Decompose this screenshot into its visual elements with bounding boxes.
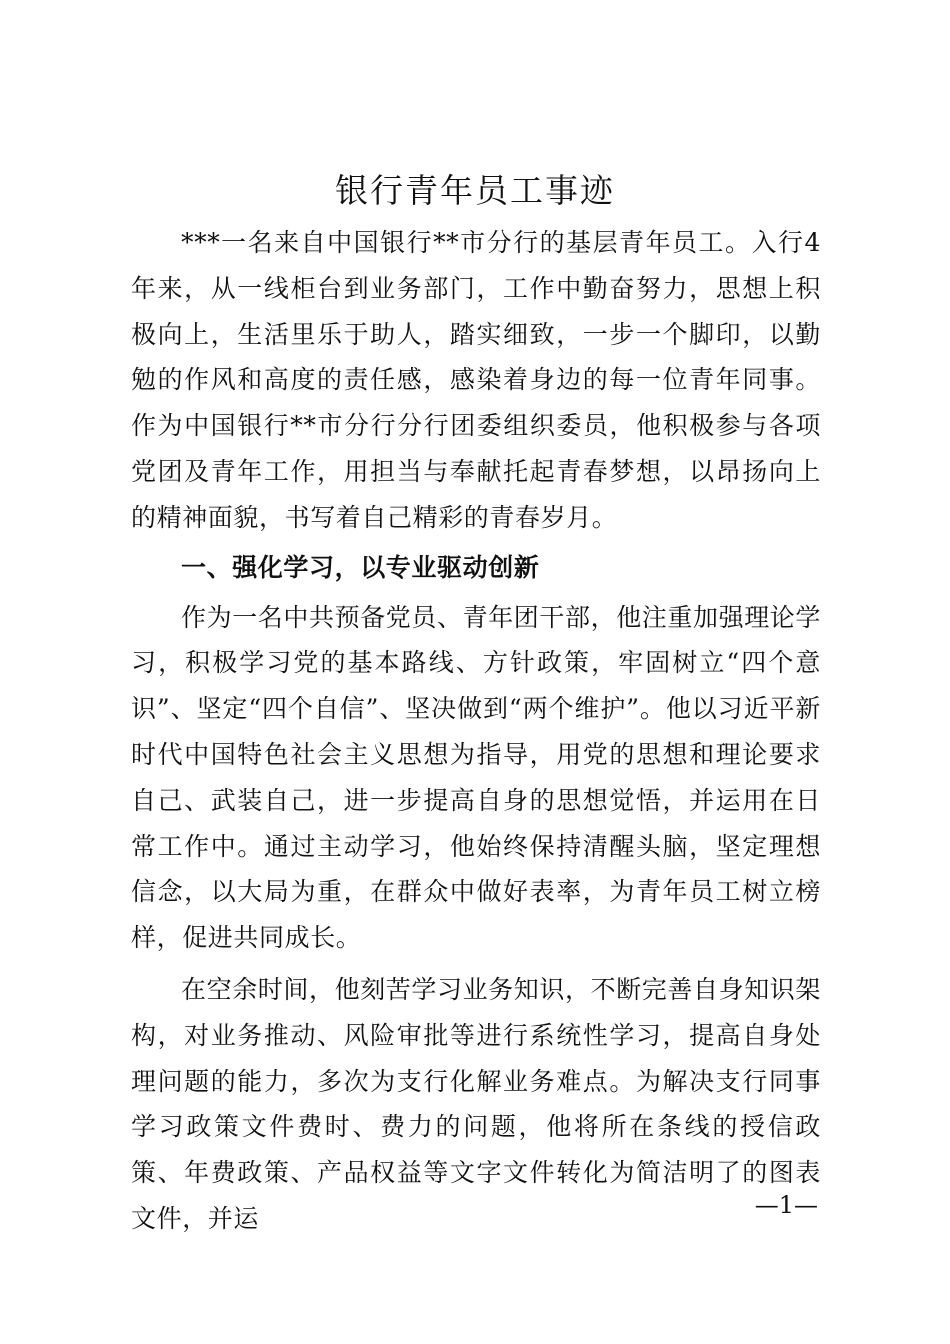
section-heading: 一、强化学习，以专业驱动创新 [181,552,540,582]
page-number: —1— [754,1191,818,1219]
document-title: 银行青年员工事迹 [335,171,615,210]
intro-paragraph: ***一名来自中国银行**市分行的基层青年员工。入行4年来，从一线柜台到业务部门，工作中勤奋努力，思想上积极向上，生活里乐于助人，踏实细致，一步一个脚印，以勤勉的作风和高度的责任感，感染着身边的每一位青年同事。作为中国银行**市分行分行团委组织委员，他积极参与各项党团及青年工作，用担当与奉献托起青春梦想，以昂扬向上的精神面貌，书写着自己精彩的青春岁月。 [131,228,821,532]
body-paragraph-study: 作为一名中共预备党员、青年团干部，他注重加强理论学习，积极学习党的基本路线、方针政策，牢固树立“四个意识”、坚定“四个自信”、坚决做到“两个维护”。他以习近平新时代中国特色社会主义思想为指导，用党的思想和理论要求自己、武装自己，进一步提高自身的思想觉悟，并运用在日常工作中。通过主动学习，他始终保持清醒头脑，坚定理想信念，以大局为重，在群众中做好表率，为青年员工树立榜样，促进共同成长。 [131,602,822,953]
document-body [131,220,821,1242]
body-paragraph-business: 在空余时间，他刻苦学习业务知识，不断完善自身知识架构，对业务推动、风险审批等进行系统性学习，提高自身处理问题的能力，多次为支行化解业务难点。为解决支行同事学习政策文件费时、费力的问题，他将所在条线的授信政策、年费政策、产品权益等文字文件转化为简洁明了的图表文件，并运 [131,974,822,1233]
